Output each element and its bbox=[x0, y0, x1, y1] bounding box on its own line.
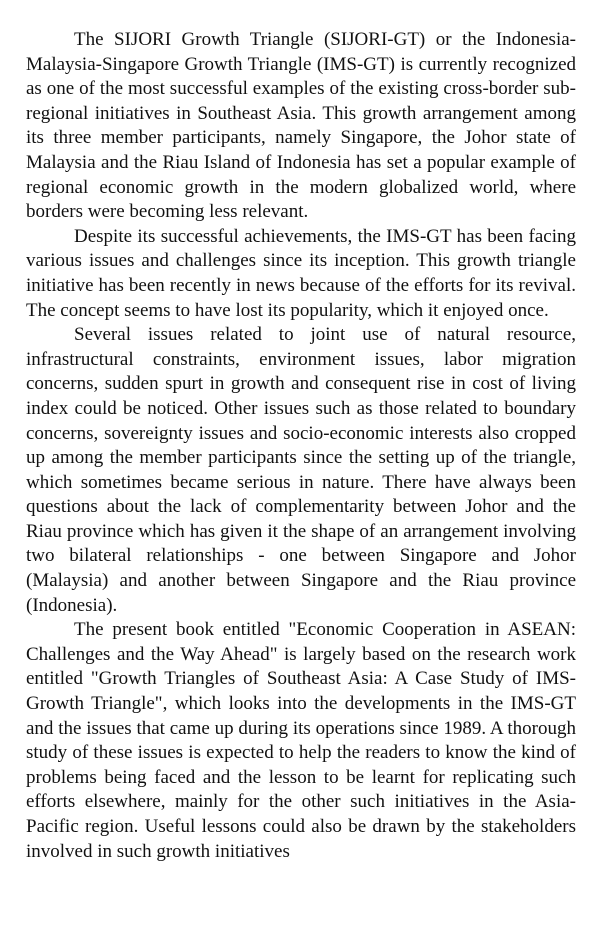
paragraph: The present book entitled "Economic Cooperation in ASEAN: Challenges and the Way Ahead" is largely based on the research work entitled "Growth Triangles of Southeast Asia: A Case Study of IMS- Growth Triangle", which looks into the developments in the IMS-GT and the issues that came up during its operations since 1989. A thorough study of these issues is expected to help the readers to know the kind of problems being faced and the lesson to be learnt for replicating such efforts elsewhere, mainly for the other such initiatives in the Asia-Pacific region. Useful lessons could also be drawn by the stakeholders involved in such growth initiatives bbox=[26, 619, 576, 862]
paragraph: Despite its successful achievements, the IMS-GT has been facing various issues and challenges since its inception. This growth triangle initiative has been recently in news because of the efforts for its revival. The concept seems to have lost its popularity, which it enjoyed once. bbox=[26, 225, 576, 321]
paragraph: The SIJORI Growth Triangle (SIJORI-GT) or the Indonesia-Malaysia-Singapore Growth Triangle (IMS-GT) is currently recognized as one of the most successful examples of the existing cross-border sub-regional initiatives in Southeast Asia. This growth arrangement among its three member participants, namely Singapore, the Johor state of Malaysia and the Riau Island of Indonesia has set a popular example of regional economic growth in the modern globalized world, where borders were becoming less relevant. bbox=[26, 29, 576, 223]
paragraph: Several issues related to joint use of natural resource, infrastructural constraints, environment issues, labor migration concerns, sudden spurt in growth and consequent rise in cost of living index could be noticed. Other issues such as those related to boundary concerns, sovereignty issues and socio-economic interests also cropped up among the member participants since the setting up of the triangle, which sometimes became serious in nature. There have always been questions about the lack of complementarity between Johor and the Riau province which has given it the shape of an arrangement involving two bilateral relationships - one between Singapore and Johor (Malaysia) and another between Singapore and the Riau province (Indonesia). bbox=[26, 324, 576, 616]
